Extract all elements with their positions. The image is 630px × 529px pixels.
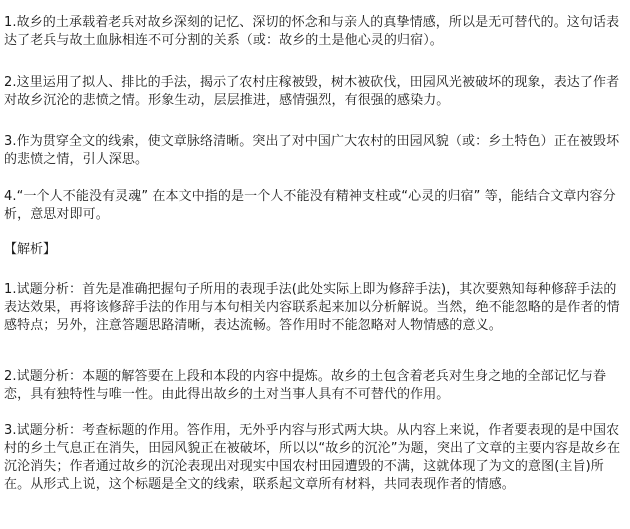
analysis-1-number: 1.	[4, 282, 17, 297]
answer-3-text: 作为贯穿全文的线索，使文章脉络清晰。突出了对中国广大农村的田园风貌（或：乡土特色）正在被毁坏的悲愤之情，引人深思。	[4, 134, 620, 167]
answer-3-number: 3.	[4, 134, 17, 149]
analysis-3	[4, 422, 628, 494]
analysis-1	[4, 281, 628, 335]
analysis-2-number: 2.	[4, 369, 17, 384]
answer-1-number: 1.	[4, 15, 17, 30]
analysis-3-text: 试题分析：考查标题的作用。答作用，无外乎内容与形式两大块。从内容上来说，作者要表现的是中国农村的乡土气息正在消失，田园风貌正在被破坏，所以以“故乡的沉沦”为题，突出了文章的主要内容是故乡在沉沦消失；作者通过故乡的沉沦表现出对现实中国农村田园遭毁的不满，这就体现了为文的意图(主旨)所在。从形式上说，这个标题是全文的线索，联系起文章所有材料，共同表现作者的情感。	[4, 423, 621, 492]
analysis-1-text: 试题分析：首先是准确把握句子所用的表现手法(此处实际上即为修辞手法)，其次要熟知每种修辞手法的表达效果，再将该修辞手法的作用与本句相关内容联系起来加以分析解说。当然，绝不能忽略的是作者的情感特点；另外，注意答题思路清晰，表达流畅。答作用时不能忽略对人物情感的意义。	[4, 282, 620, 333]
answer-4-number: 4.	[4, 189, 17, 204]
answer-1-text: 故乡的土承载着老兵对故乡深刻的记忆、深切的怀念和与亲人的真挚情感，所以是无可替代的。这句话表达了老兵与故土血脉相连不可分割的关系（或：故乡的土是他心灵的归宿）。	[4, 15, 620, 48]
analysis-2	[4, 368, 628, 404]
analysis-2-text: 试题分析：本题的解答要在上段和本段的内容中提炼。故乡的土包含着老兵对生身之地的全部记忆与眷恋，具有独特性与唯一性。由此得出故乡的土对当事人具有不可替代的作用。	[4, 369, 607, 402]
answer-4	[4, 188, 628, 224]
answer-1	[4, 14, 628, 50]
answer-2-text: 这里运用了拟人、排比的手法，揭示了农村庄稼被毁，树木被砍伐，田园风光被破坏的现象，表达了作者对故乡沉沦的悲愤之情。形象生动，层层推进，感情强烈，有很强的感染力。	[4, 75, 620, 108]
answer-3	[4, 133, 628, 169]
analysis-heading: 【解析】	[4, 242, 57, 257]
answer-4-text: “一个人不能没有灵魂” 在本文中指的是一个人不能没有精神支柱或“心灵的归宿” 等，能结合文章内容分析，意思对即可。	[4, 189, 616, 222]
answer-2	[4, 74, 628, 110]
answer-2-number: 2.	[4, 75, 17, 90]
analysis-3-number: 3.	[4, 423, 17, 438]
